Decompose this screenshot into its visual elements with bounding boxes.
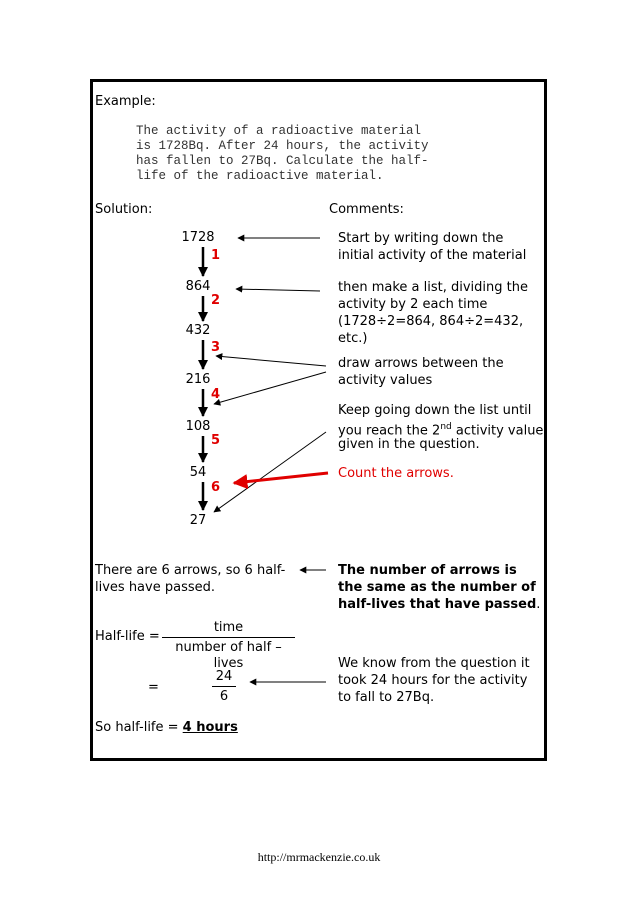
activity-value: 432 bbox=[185, 323, 211, 338]
comment-text: draw arrows between the bbox=[338, 356, 504, 371]
fraction-numerator: 24 bbox=[212, 669, 236, 687]
fraction-denominator: 6 bbox=[219, 689, 229, 704]
arrow-count: 2 bbox=[211, 293, 221, 308]
comment-text: to fall to 27Bq. bbox=[338, 690, 435, 705]
count-arrows-pointer bbox=[234, 473, 328, 483]
activity-value: 27 bbox=[189, 513, 207, 528]
comment-pointer bbox=[236, 289, 320, 291]
period: . bbox=[536, 597, 541, 612]
arrow-count: 1 bbox=[211, 248, 221, 263]
comment-pointer bbox=[214, 432, 326, 512]
comments-heading: Comments: bbox=[329, 202, 404, 217]
comment-text: We know from the question it bbox=[338, 656, 530, 671]
statement-text: There are 6 arrows, so 6 half- bbox=[95, 563, 286, 578]
comment-text: then make a list, dividing the bbox=[338, 280, 528, 295]
comment-text: Keep going down the list until bbox=[338, 403, 532, 418]
activity-value: 108 bbox=[185, 419, 211, 434]
statement-text: lives have passed. bbox=[95, 580, 215, 595]
comment-pointer bbox=[216, 356, 326, 366]
arrow-count: 4 bbox=[211, 387, 221, 402]
fraction-denominator: number of half – lives bbox=[175, 640, 282, 671]
comment-text: activity values bbox=[338, 373, 433, 388]
arrow-count: 6 bbox=[211, 480, 221, 495]
comment-text: Start by writing down the bbox=[338, 231, 504, 246]
activity-value: 216 bbox=[185, 372, 211, 387]
footer-url: http://mrmackenzie.co.uk bbox=[257, 850, 381, 864]
question-line: has fallen to 27Bq. Calculate the half- bbox=[136, 154, 429, 168]
comment-text: initial activity of the material bbox=[338, 248, 527, 263]
activity-value: 1728 bbox=[181, 230, 215, 245]
key-statement: the same as the number of bbox=[338, 580, 536, 595]
comment-pointer bbox=[214, 372, 326, 404]
comment-text: activity by 2 each time bbox=[338, 297, 488, 312]
question-line: The activity of a radioactive material bbox=[136, 124, 422, 138]
question-line: is 1728Bq. After 24 hours, the activity bbox=[136, 139, 429, 153]
comment-text: given in the question. bbox=[338, 437, 480, 452]
superscript: nd bbox=[440, 422, 452, 432]
arrow-count: 3 bbox=[211, 340, 221, 355]
key-statement-part: half-lives that have passed bbox=[338, 597, 537, 612]
activity-value: 864 bbox=[185, 279, 211, 294]
result-answer: 4 hours bbox=[182, 720, 238, 735]
result-prefix: So half-life = bbox=[95, 720, 183, 735]
comment-text-part: you reach the 2 bbox=[338, 423, 441, 439]
comment-text: (1728÷2=864, 864÷2=432, bbox=[338, 314, 524, 329]
activity-value: 54 bbox=[189, 465, 207, 480]
question-line: life of the radioactive material. bbox=[136, 169, 384, 183]
comment-text: took 24 hours for the activity bbox=[338, 673, 528, 688]
formula-equals: = bbox=[148, 680, 159, 695]
formula-lhs: Half-life = bbox=[95, 629, 160, 644]
comment-text: etc.) bbox=[338, 331, 368, 346]
solution-heading: Solution: bbox=[95, 202, 153, 217]
fraction-numerator: time bbox=[162, 620, 295, 638]
comment-count-arrows: Count the arrows. bbox=[338, 466, 454, 481]
arrow-count: 5 bbox=[211, 433, 221, 448]
example-heading: Example: bbox=[95, 94, 156, 109]
comment-text-part: activity value bbox=[451, 423, 544, 439]
key-statement: The number of arrows is bbox=[338, 563, 517, 578]
